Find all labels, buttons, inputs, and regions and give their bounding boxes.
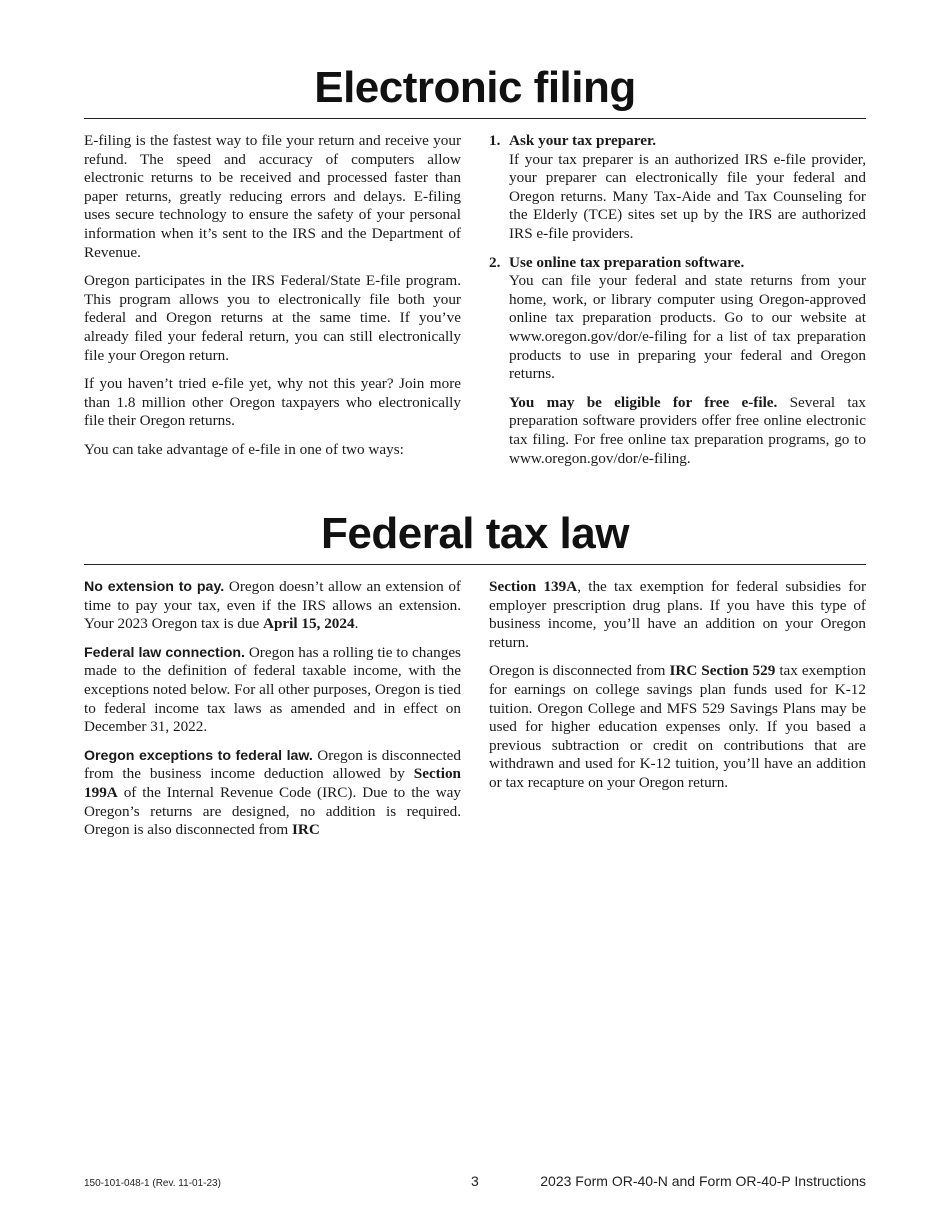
paragraph-text: . — [354, 615, 359, 633]
section-ref: IRC — [291, 821, 320, 839]
free-efile-lead: You may be eligible for free e-file. — [509, 393, 778, 411]
free-efile-paragraph — [509, 394, 866, 468]
electronic-filing-title: Electronic filing — [314, 63, 636, 112]
free-efile-text: Several tax preparation software providers offer free online electronic tax filing. For free online tax preparation programs, go to www.oregon.gov/dor/e-filing. — [509, 393, 866, 467]
option-text: You can file your federal and state returns from your home, work, or library computer using Oregon-approved online tax preparation products. Go to our website at www.oregon.gov/dor/e-filing for a list of tax preparation products to use in preparing your federal and Oregon returns. — [509, 272, 866, 383]
paragraph-text: Oregon has a rolling tie to changes made to the definition of federal taxable income, with the exceptions noted below. For all other purposes, Oregon is tied to federal income tax laws as amended and in effect on December 31, 2022. — [84, 643, 461, 736]
form-title: 2023 Form OR-40-N and Form OR-40-P Instructions — [540, 1173, 866, 1189]
page-footer — [84, 1173, 866, 1193]
paragraph-text: of the Internal Revenue Code (IRC). Due to the way Oregon’s returns are designed, no addition is required. Oregon is also disconnected from — [84, 784, 461, 839]
efile-join-paragraph: If you haven’t tried e-file yet, why not this year? Join more than 1.8 million other Oregon taxpayers who electronically file their Oregon returns. — [84, 375, 461, 430]
federal-connection-paragraph — [84, 644, 461, 737]
efile-ways-paragraph: You can take advantage of e-file in one of two ways: — [84, 440, 404, 458]
page-number: 3 — [471, 1173, 479, 1189]
paragraph-text: Oregon doesn’t allow an extension of time to pay your tax, even if the IRS allows an extension. Your 2023 Oregon tax is due — [84, 578, 461, 633]
paragraph-text: , the tax exemption for federal subsidies for employer prescription drug plans. If you have this type of business income, you’ll have an addition on your Oregon return. — [489, 578, 866, 651]
section-529-paragraph — [489, 662, 866, 792]
efile-right-column — [489, 132, 866, 468]
efile-program-paragraph: Oregon participates in the IRS Federal/State E-file program. This program allows you to electronically file both your federal and Oregon returns at the same time. If you’ve already filed your federal return, you can still electronically file your Oregon return. — [84, 272, 461, 364]
federal-tax-law-section — [84, 578, 866, 840]
paragraph-text: tax exemption for earnings on college savings plan funds used for K-12 tuition. Oregon College and MFS 529 Savings Plans may be used for higher education expenses only. If you based a previous subtraction or credit on contributions that are withdrawn and used for K-12 tuition, you’ll have an addition or tax recapture on your Oregon return. — [489, 662, 866, 792]
section-139a-paragraph — [489, 578, 866, 652]
no-extension-paragraph — [84, 578, 461, 634]
option-number: 2. — [489, 253, 501, 271]
efile-option-1 — [489, 132, 866, 244]
paragraph-text: Oregon is disconnected from — [489, 662, 670, 680]
paragraph-lead: Oregon exceptions to federal law. — [84, 747, 313, 764]
due-date: April 15, 2024 — [263, 615, 355, 633]
section-ref: IRC Section 529 — [669, 662, 776, 680]
oregon-exceptions-paragraph — [84, 747, 461, 840]
efile-option-2 — [489, 254, 866, 384]
option-number: 1. — [489, 132, 501, 149]
option-title: Use online tax preparation software. — [509, 253, 745, 271]
section-ref: Section 139A — [489, 578, 578, 596]
section-ref: Section 199A — [84, 765, 461, 802]
efile-intro-paragraph: E-filing is the fastest way to file your return and receive your refund. The speed and accuracy of computers allow electronic returns to be received and processed faster than paper returns, greatly reducing errors and delays. E-filing uses secure technology to ensure the safety of your personal information when it’s sent to the IRS and the Department of Revenue. — [84, 132, 461, 261]
electronic-filing-section — [84, 132, 866, 468]
page — [84, 0, 866, 840]
paragraph-lead: No extension to pay. — [84, 579, 225, 596]
paragraph-text: Oregon is disconnected from the business income deduction allowed by — [84, 746, 462, 783]
fedlaw-right-column — [489, 578, 866, 840]
section-divider — [84, 118, 866, 119]
paragraph-lead: Federal law connection. — [84, 644, 245, 661]
option-text: If your tax preparer is an authorized IRS e-file provider, your preparer can electronically file your federal and Oregon returns. Many Tax-Aide and Tax Counseling for the Elderly (TCE) sites set up by the IRS are authorized IRS e-file providers. — [509, 150, 866, 242]
efile-left-column — [84, 132, 461, 468]
federal-tax-law-title: Federal tax law — [321, 509, 629, 559]
fedlaw-left-column — [84, 578, 461, 840]
option-title: Ask your tax preparer. — [509, 132, 657, 149]
form-code: 150-101-048-1 (Rev. 11-01-23) — [84, 1178, 221, 1189]
section-divider — [84, 564, 866, 565]
